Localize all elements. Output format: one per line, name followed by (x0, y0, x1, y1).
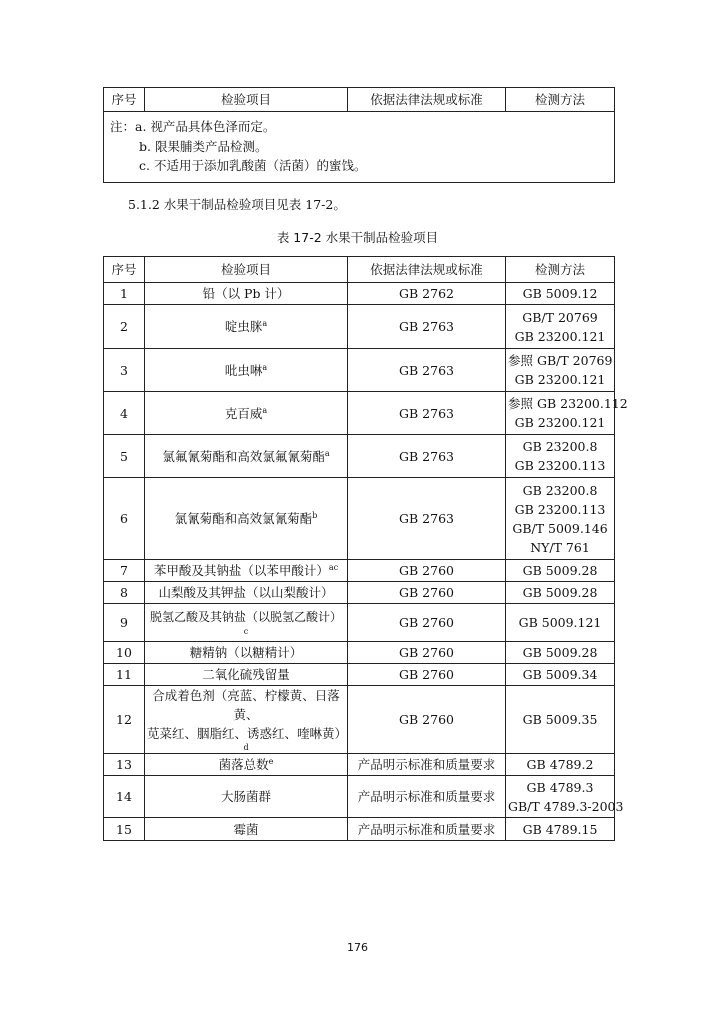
cell-basis: GB 2763 (348, 305, 506, 349)
method-line: GB 23200.113 (514, 501, 606, 517)
method-line: GB 5009.34 (522, 667, 598, 682)
cell-basis: GB 2760 (348, 604, 506, 642)
cell-item (145, 392, 348, 435)
cell-basis: GB 2763 (348, 435, 506, 478)
footnote-marker: a (324, 448, 330, 458)
cell-seq: 5 (104, 435, 145, 478)
header-basis: 依据法律法规或标准 (348, 257, 506, 283)
item-text: 氯氟氰菊酯和高效氯氟氰菊酯 (162, 448, 325, 464)
cell-seq: 15 (104, 818, 145, 841)
method-line: GB 5009.35 (522, 712, 598, 727)
item-text: 二氧化硫残留量 (202, 667, 290, 682)
footnote-marker: a (262, 362, 268, 372)
table-17-1-continuation (103, 87, 615, 183)
item-text: 霉菌 (233, 821, 259, 837)
item-text: 大肠菌群 (220, 789, 271, 804)
cell-basis: GB 2760 (348, 642, 506, 664)
section-paragraph: 5.1.2 水果干制品检验项目见表 17-2。 (128, 197, 346, 212)
cell-basis: GB 2762 (348, 283, 506, 305)
table-row (104, 604, 615, 642)
method-line: GB 4789.15 (522, 821, 598, 837)
item-text: 糖精钠（以糖精计） (189, 645, 303, 660)
method-line: GB/T 20769 (522, 309, 598, 325)
method-line: GB 23200.121 (514, 372, 606, 387)
cell-method (506, 818, 615, 841)
page-number: 176 (347, 941, 368, 954)
note-b: b. 限果脯类产品检测。 (139, 138, 268, 154)
table-17-2 (103, 256, 628, 841)
table-row (104, 305, 615, 349)
method-line: GB 23200.8 (522, 482, 598, 498)
method-line: 参照 GB 23200.112 (508, 396, 628, 411)
cell-basis: 产品明示标准和质量要求 (348, 754, 506, 776)
cell-basis: GB 2760 (348, 582, 506, 604)
table-row (104, 560, 615, 582)
cell-seq: 14 (104, 776, 145, 818)
method-line: GB 5009.28 (522, 585, 598, 600)
table-row (104, 818, 615, 841)
cell-item (145, 664, 348, 686)
cell-basis: GB 2763 (348, 392, 506, 435)
table-row (104, 686, 615, 754)
item-text: 脱氢乙酸及其钠盐（以脱氢乙酸计） (149, 610, 342, 624)
cell-seq: 12 (104, 686, 145, 754)
cell-item (145, 478, 348, 560)
cell-method (506, 560, 615, 582)
table-row (104, 283, 615, 305)
method-line: GB 4789.2 (526, 757, 594, 772)
footnote-marker: a (262, 405, 268, 415)
cell-seq: 2 (104, 305, 145, 349)
header-basis: 依据法律法规或标准 (348, 88, 506, 112)
cell-basis: GB 2763 (348, 349, 506, 392)
method-line: GB 5009.121 (518, 615, 602, 630)
cell-seq: 13 (104, 754, 145, 776)
cell-method (506, 392, 628, 435)
cell-seq: 11 (104, 664, 145, 686)
footnote-marker: c (243, 627, 249, 636)
cell-method (506, 435, 615, 478)
footnote-marker: e (268, 756, 274, 766)
footnote-marker: d (243, 743, 249, 752)
cell-item (145, 818, 348, 841)
table-header-row (104, 257, 615, 283)
cell-seq: 9 (104, 604, 145, 642)
cell-method (506, 305, 615, 349)
method-line: GB/T 5009.146 (512, 520, 608, 536)
cell-method (506, 582, 615, 604)
cell-basis: 产品明示标准和质量要求 (348, 776, 506, 818)
table-row (104, 664, 615, 686)
table-row (104, 349, 615, 392)
cell-basis: GB 2760 (348, 664, 506, 686)
method-line: GB 5009.28 (522, 563, 598, 578)
header-method: 检测方法 (506, 88, 615, 112)
cell-basis: GB 2760 (348, 686, 506, 754)
cell-method (506, 754, 615, 776)
notes-prefix: 注： (110, 119, 136, 134)
cell-item (145, 604, 348, 642)
method-line: GB 23200.121 (514, 328, 606, 344)
cell-item (145, 305, 348, 349)
header-item: 检验项目 (145, 88, 348, 112)
note-c: c. 不适用于添加乳酸菌（活菌）的蜜饯。 (139, 158, 367, 173)
cell-seq: 7 (104, 560, 145, 582)
table-row (104, 582, 615, 604)
method-line: GB/T 4789.3-2003 (508, 798, 624, 814)
item-text: 山梨酸及其钾盐（以山梨酸计） (158, 585, 334, 600)
table-row (104, 435, 615, 478)
table-caption: 表 17-2 水果干制品检验项目 (276, 230, 439, 245)
item-text: 啶虫脒 (224, 319, 263, 334)
item-line: 合成着色剂（亮蓝、柠檬黄、日落黄、 (152, 688, 340, 722)
method-line: NY/T 761 (530, 539, 590, 555)
cell-basis: GB 2760 (348, 560, 506, 582)
table-row (104, 478, 615, 560)
cell-seq: 4 (104, 392, 145, 435)
method-line: GB 23200.121 (514, 415, 606, 430)
cell-method (506, 283, 615, 305)
cell-method (506, 604, 615, 642)
table-row (104, 642, 615, 664)
table-row (104, 392, 615, 435)
cell-item (145, 435, 348, 478)
cell-basis: 产品明示标准和质量要求 (348, 818, 506, 841)
cell-item (145, 283, 348, 305)
cell-method (506, 349, 615, 392)
cell-method (506, 776, 624, 818)
cell-seq: 1 (104, 283, 145, 305)
item-text: 铅（以 Pb 计） (202, 286, 290, 301)
footnote-marker: ac (328, 562, 339, 572)
cell-item (145, 754, 348, 776)
cell-basis: GB 2763 (348, 478, 506, 560)
note-a: a. 视产品具体色泽而定。 (135, 119, 276, 134)
method-line: GB 23200.8 (522, 439, 598, 454)
cell-item (145, 642, 348, 664)
item-text: 克百威 (224, 405, 263, 421)
cell-method (506, 478, 615, 560)
cell-seq: 3 (104, 349, 145, 392)
header-seq: 序号 (104, 88, 145, 112)
item-text: 菌落总数 (218, 757, 269, 772)
cell-item (145, 776, 348, 818)
notes-cell (104, 112, 615, 183)
method-line: GB 23200.113 (514, 458, 606, 473)
cell-seq: 10 (104, 642, 145, 664)
item-line: 苋菜红、胭脂红、诱惑红、喹啉黄） (147, 726, 348, 741)
method-line: GB 5009.28 (522, 645, 598, 660)
cell-item (145, 582, 348, 604)
table-header-row (104, 88, 615, 112)
cell-method (506, 642, 615, 664)
header-method: 检测方法 (506, 257, 615, 283)
cell-item (145, 686, 348, 754)
item-text: 苯甲酸及其钠盐（以苯甲酸计） (153, 563, 329, 578)
footnote-marker: b (312, 510, 318, 520)
cell-method (506, 686, 615, 754)
method-line: GB 4789.3 (526, 779, 594, 795)
method-line: GB 5009.12 (522, 286, 598, 301)
table-row (104, 776, 615, 818)
method-line: 参照 GB/T 20769 (508, 353, 613, 368)
notes-row (104, 112, 615, 183)
cell-seq: 6 (104, 478, 145, 560)
cell-method (506, 664, 615, 686)
table-row (104, 754, 615, 776)
item-text: 吡虫啉 (224, 362, 263, 378)
cell-item (145, 560, 348, 582)
cell-seq: 8 (104, 582, 145, 604)
cell-item (145, 349, 348, 392)
footnote-marker: a (262, 318, 268, 328)
header-item: 检验项目 (145, 257, 348, 283)
item-text: 氯氰菊酯和高效氯氰菊酯 (174, 511, 313, 526)
header-seq: 序号 (104, 257, 145, 283)
